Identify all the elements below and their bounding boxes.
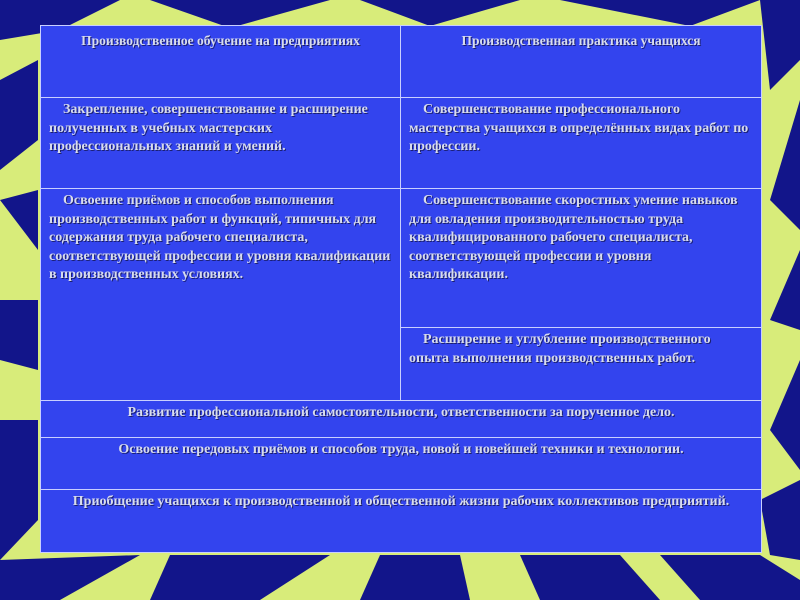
row-social-life: Приобщение учащихся к производственной и общественной жизни рабочих коллективов предприятий. [41, 490, 762, 553]
row-advanced-methods: Освоение передовых приёмов и способов труда, новой и новейшей техники и технологии. [41, 438, 762, 490]
row-independence: Развитие профессиональной самостоятельности, ответственности за порученное дело. [41, 401, 762, 438]
header-production-training: Производственное обучение на предприятиях [41, 26, 401, 98]
cell-training-methods: Освоение приёмов и способов выполнения производственных работ и функций, типичных для содержания труда рабочего специалиста, соответствующей профессии и уровня квалификации в производственных условиях. [41, 189, 401, 401]
cell-training-consolidation: Закрепление, совершенствование и расширение полученных в учебных мастерских профессиональных знаний и умений. [41, 98, 401, 189]
cell-practice-mastery: Совершенствование профессионального мастерства учащихся в определённых видах работ по профессии. [401, 98, 762, 189]
cell-practice-experience: Расширение и углубление производственного опыта выполнения производственных работ. [401, 328, 762, 401]
cell-practice-speed-skills: Совершенствование скоростных умение навыков для овладения производительностью труда квалифицированного рабочего специалиста, соответствующей профессии и уровня квалификации. [401, 189, 762, 328]
practice-comparison-table [40, 25, 762, 553]
header-production-practice: Производственная практика учащихся [401, 26, 762, 98]
